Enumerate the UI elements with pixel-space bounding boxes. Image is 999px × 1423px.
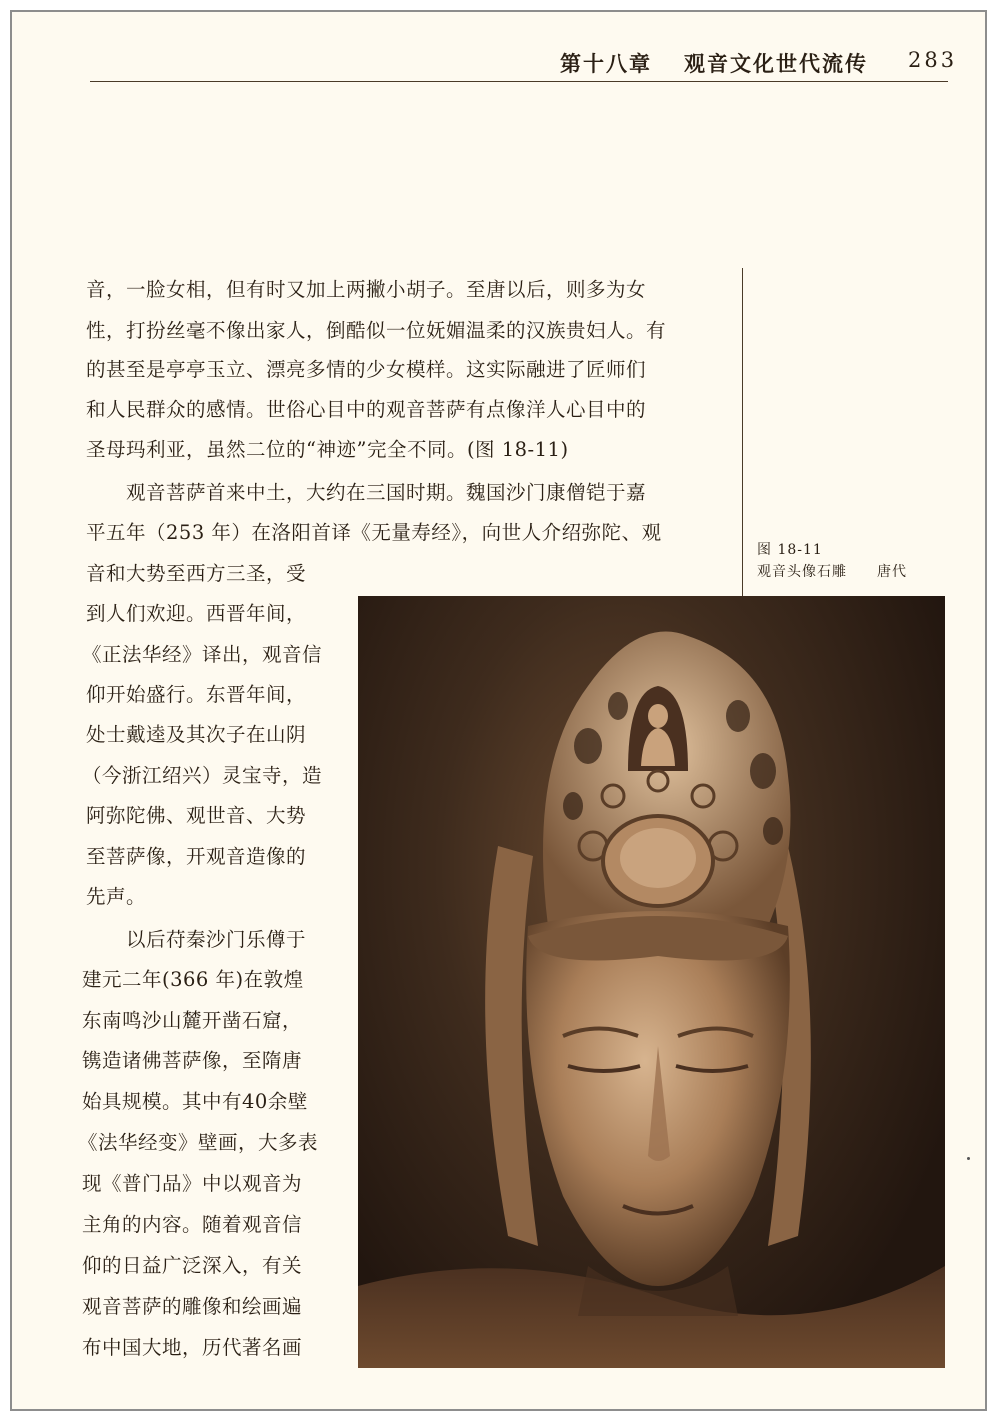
figure-number: 图 18-11 — [757, 542, 823, 558]
column-line: 以后苻秦沙门乐僔于 — [126, 928, 307, 951]
header-rule — [90, 81, 948, 82]
column-line: 《正法华经》译出，观音信 — [82, 643, 323, 666]
body-line: 观音菩萨首来中土，大约在三国时期。魏国沙门康僧铠于嘉 — [126, 481, 647, 504]
column-line: 主角的内容。随着观音信 — [82, 1213, 303, 1236]
body-line: 性，打扮丝毫不像出家人，倒酷似一位妩媚温柔的汉族贵妇人。有 — [86, 319, 667, 342]
guanyin-head-photo — [358, 596, 945, 1368]
body-line: 和人民群众的感情。世俗心目中的观音菩萨有点像洋人心目中的 — [86, 398, 647, 421]
column-line: 始具规模。其中有40余壁 — [82, 1090, 308, 1113]
column-line: 《法华经变》壁画，大多表 — [78, 1131, 319, 1154]
figure-caption: 观音头像石雕 唐代 — [757, 564, 907, 580]
page-number: 283 — [908, 48, 958, 72]
column-line: 至菩萨像，开观音造像的 — [86, 845, 307, 868]
column-line: 先声。 — [86, 885, 147, 908]
column-line: 现《普门品》中以观音为 — [82, 1172, 303, 1195]
body-line: 圣母玛利亚，虽然二位的“神迹”完全不同。(图 18-11) — [86, 438, 569, 461]
column-line: 观音菩萨的雕像和绘画遍 — [82, 1295, 303, 1318]
column-line: （今浙江绍兴）灵宝寺，造 — [82, 764, 323, 787]
column-line: 到人们欢迎。西晋年间， — [86, 602, 307, 625]
column-line: 音和大势至西方三圣，受 — [86, 562, 307, 585]
column-line: 东南鸣沙山麓开凿石窟， — [82, 1009, 303, 1032]
column-line: 阿弥陀佛、观世音、大势 — [86, 804, 307, 827]
body-line: 平五年（253 年）在洛阳首译《无量寿经》，向世人介绍弥陀、观 — [86, 521, 662, 544]
margin-speck — [967, 1157, 970, 1160]
body-line: 的甚至是亭亭玉立、漂亮多情的少女模样。这实际融进了匠师们 — [86, 358, 647, 381]
column-line: 仰的日益广泛深入，有关 — [82, 1254, 303, 1277]
chapter-title: 观音文化世代流传 — [684, 51, 868, 76]
column-line: 布中国大地，历代著名画 — [82, 1336, 303, 1359]
column-line: 仰开始盛行。东晋年间， — [86, 683, 307, 706]
column-line: 镌造诸佛菩萨像，至隋唐 — [82, 1049, 303, 1072]
guanyin-head-illustration — [358, 596, 945, 1368]
column-line: 处士戴逵及其次子在山阴 — [86, 723, 307, 746]
chapter-label: 第十八章 — [560, 51, 652, 76]
caption-divider — [742, 268, 743, 596]
column-line: 建元二年(366 年)在敦煌 — [82, 968, 304, 991]
body-line: 音，一脸女相，但有时又加上两撇小胡子。至唐以后，则多为女 — [86, 278, 647, 301]
